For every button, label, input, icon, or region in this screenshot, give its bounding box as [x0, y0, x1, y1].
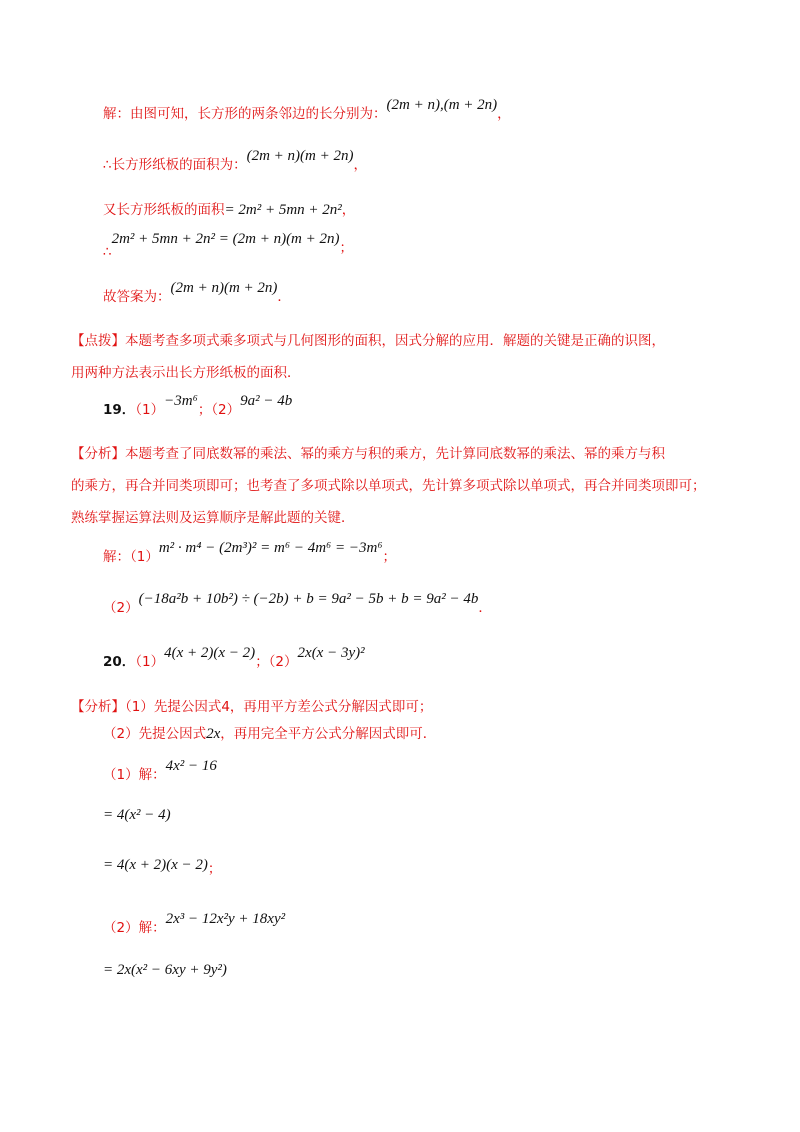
- analysis-paragraph-line-2: 的乘方，再合并同类项即可；也考查了多项式除以单项式，先计算多项式除以单项式，再合并同类项即可；: [71, 478, 706, 494]
- math-expression: 4(x + 2)(x − 2): [164, 645, 256, 661]
- solution-text: 解：由图可知，长方形的两条邻边的长分别为：: [103, 106, 387, 122]
- punctuation: ，: [353, 157, 367, 173]
- math-expression: 2m² + 5mn + 2n² = (2m + n)(m + 2n): [111, 231, 340, 247]
- part-label: （2）: [103, 600, 139, 616]
- solution-20-part-1-start: [103, 758, 217, 785]
- math-expression: = 2x(x² − 6xy + 9y²): [103, 962, 227, 978]
- therefore-symbol: ∴: [103, 244, 112, 260]
- math-expression: = 4(x² − 4): [103, 807, 171, 823]
- math-expression: (2m + n)(m + 2n): [170, 280, 278, 296]
- analysis-text: ，再用完全平方公式分解因式即可．: [220, 726, 437, 742]
- analysis-20-line-1: 【分析】（1）先提公因式4，再用平方差公式分解因式即可；: [71, 699, 433, 715]
- part-label: （1）: [135, 654, 165, 670]
- question-number: 19．: [103, 402, 136, 418]
- solution-20-step: [103, 960, 227, 980]
- solution-text: 又长方形纸板的面积: [103, 202, 225, 218]
- solution-text: （2）解：: [103, 920, 166, 936]
- answer-line: [103, 280, 291, 307]
- analysis-20-line-2: [103, 724, 436, 744]
- question-number: 20．: [103, 654, 136, 670]
- math-expression: 2x: [206, 726, 221, 742]
- math-expression: 2x(x − 3y)²: [297, 645, 365, 661]
- solution-19-part-1: [103, 540, 397, 567]
- punctuation: ．: [277, 289, 291, 305]
- analysis-paragraph-line-1: 【分析】本题考查了同底数幂的乘法、幂的乘方与积的乘方，先计算同底数幂的乘法、幂的乘方与积: [71, 446, 665, 462]
- math-expression: 4x² − 16: [165, 758, 217, 774]
- solution-20-step: [103, 855, 221, 875]
- solution-19-part-2: [103, 591, 492, 618]
- punctuation: ，: [341, 202, 356, 218]
- question-20-answer: [103, 645, 365, 672]
- question-19-answer: [103, 393, 293, 420]
- punctuation: ；: [207, 861, 222, 877]
- tip-paragraph-line-2: 用两种方法表示出长方形纸板的面积．: [71, 365, 301, 381]
- math-expression: 9a² − 4b: [240, 393, 293, 409]
- math-expression: −3m⁶: [164, 393, 198, 409]
- part-label: ；（2）: [197, 402, 241, 418]
- solution-20-part-2-start: [103, 911, 286, 938]
- solution-text: （1）解：: [103, 767, 166, 783]
- math-expression: = 4(x + 2)(x − 2): [103, 857, 208, 873]
- math-expression: (2m + n),(m + 2n): [386, 97, 498, 113]
- solution-line-4: [103, 231, 354, 260]
- punctuation: ．: [478, 600, 492, 616]
- part-label: （1）: [135, 402, 165, 418]
- punctuation: ；: [382, 549, 397, 565]
- math-expression: (2m + n)(m + 2n): [246, 148, 354, 164]
- solution-line-2: [103, 148, 367, 175]
- solution-20-step: [103, 805, 171, 825]
- math-expression: (−18a²b + 10b²) ÷ (−2b) + b = 9a² − 5b + b = 9a² − 4b: [138, 591, 479, 607]
- solution-line-3: [103, 200, 355, 220]
- punctuation: ；: [339, 240, 354, 256]
- math-expression: m² · m⁴ − (2m³)² = m⁶ − 4m⁶ = −3m⁶: [158, 540, 383, 556]
- punctuation: ，: [497, 106, 511, 122]
- tip-paragraph-line-1: 【点拨】本题考查多项式乘多项式与几何图形的面积，因式分解的应用．解题的关键是正确的识图，: [71, 333, 665, 349]
- solution-text: 解：（1）: [103, 549, 159, 565]
- analysis-text: （2）先提公因式: [103, 726, 207, 742]
- part-label: ；（2）: [255, 654, 298, 670]
- math-expression: 2x³ − 12x²y + 18xy²: [165, 911, 286, 927]
- math-expression: = 2m² + 5mn + 2n²: [224, 202, 342, 218]
- solution-line-1: [103, 97, 511, 124]
- solution-text: ∴长方形纸板的面积为：: [103, 157, 247, 173]
- answer-label: 故答案为：: [103, 289, 171, 305]
- analysis-paragraph-line-3: 熟练掌握运算法则及运算顺序是解此题的关键．: [71, 510, 355, 526]
